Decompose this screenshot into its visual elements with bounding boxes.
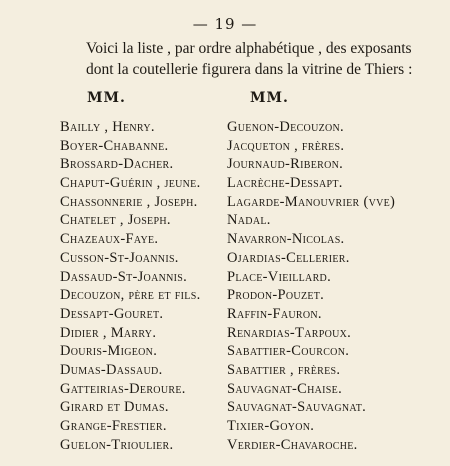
exhibitor-entry: Prodon-Pouzet. xyxy=(227,287,325,304)
exhibitor-entry: Decouzon, père et fils. xyxy=(60,287,201,304)
right-column-header: MM. xyxy=(250,90,289,106)
exhibitor-entry: Nadal. xyxy=(227,212,271,229)
exhibitor-entry: Boyer-Chabanne. xyxy=(60,137,169,154)
exhibitor-entry: Sauvagnat-Chaise. xyxy=(227,380,342,397)
exhibitor-entry: Lacrèche-Dessapt. xyxy=(227,175,343,192)
exhibitor-entry: Navarron-Nicolas. xyxy=(227,231,345,248)
exhibitor-entry: Chaput-Guérin , jeune. xyxy=(60,175,201,192)
exhibitor-entry: Renardias-Tarpoux. xyxy=(227,324,352,341)
page-number: — 19 — xyxy=(192,15,258,33)
exhibitor-entry: Lagarde-Manouvrier (vve) xyxy=(227,193,396,210)
exhibitor-entry: Bailly , Henry. xyxy=(60,119,155,135)
exhibitor-entry: Verdier-Chavaroche. xyxy=(227,436,358,453)
exhibitor-entry: Guelon-Trioulier. xyxy=(60,436,174,453)
intro-line-1: Voici la liste , par ordre alphabétique , des exposants xyxy=(86,40,412,57)
exhibitor-entry: Jacqueton , frères. xyxy=(227,137,345,154)
exhibitor-entry: Journaud-Riberon. xyxy=(227,156,344,173)
exhibitor-entry: Brossard-Dacher. xyxy=(60,156,174,173)
exhibitor-entry: Dassaud-St-Joannis. xyxy=(60,268,188,285)
exhibitor-entry: Girard et Dumas. xyxy=(60,399,169,416)
exhibitor-entry: Chassonnerie , Joseph. xyxy=(60,193,198,210)
exhibitor-entry: Chatelet , Joseph. xyxy=(60,212,171,229)
exhibitor-entry: Grange-Frestier. xyxy=(60,418,167,434)
intro-paragraph xyxy=(86,38,446,80)
exhibitor-entry: Dessapt-Gouret. xyxy=(60,305,164,322)
right-exhibitor-list xyxy=(227,118,395,454)
left-column-header: MM. xyxy=(87,90,126,106)
exhibitor-entry: Cusson-St-Joannis. xyxy=(60,249,179,266)
exhibitor-entry: Tixier-Goyon. xyxy=(227,418,315,434)
intro-line-2: dont la coutellerie figurera dans la vitrine de Thiers : xyxy=(86,61,413,78)
exhibitor-entry: Douris-Migeon. xyxy=(60,343,158,360)
left-exhibitor-list xyxy=(60,118,201,454)
exhibitor-entry: Gatteirias-Deroure. xyxy=(60,380,186,397)
exhibitor-entry: Didier , Marry. xyxy=(60,324,157,341)
exhibitor-entry: Place-Vieillard. xyxy=(227,268,331,285)
exhibitor-entry: Dumas-Dassaud. xyxy=(60,361,163,378)
exhibitor-entry: Chazeaux-Faye. xyxy=(60,231,159,248)
exhibitor-entry: Guenon-Decouzon. xyxy=(227,119,344,135)
exhibitor-entry: Raffin-Fauron. xyxy=(227,305,322,322)
exhibitor-entry: Sabattier , frères. xyxy=(227,361,341,378)
exhibitor-entry: Ojardias-Cellerier. xyxy=(227,249,350,266)
exhibitor-entry: Sabattier-Courcon. xyxy=(227,343,350,360)
exhibitor-entry: Sauvagnat-Sauvagnat. xyxy=(227,399,367,416)
